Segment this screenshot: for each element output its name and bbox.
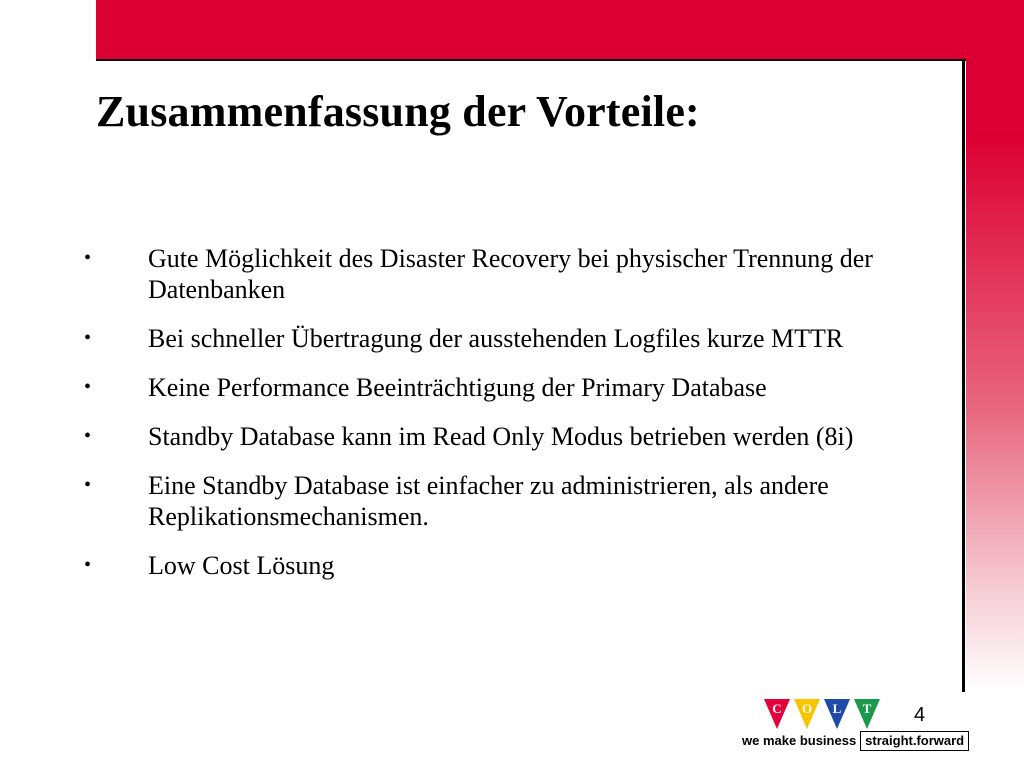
colt-logo <box>740 699 965 751</box>
bullet-item <box>84 470 954 532</box>
bullet-item <box>84 421 954 452</box>
bullet-item <box>84 323 954 354</box>
bullet-item <box>84 372 954 403</box>
bullet-dot-icon: • <box>84 425 92 447</box>
tagline-right: straight.forward <box>860 731 969 751</box>
bullet-dot-icon: • <box>84 554 92 576</box>
bullet-text: Gute Möglichkeit des Disaster Recovery bei physischer Trennung der Datenbanken <box>148 244 873 304</box>
bullet-text: Standby Database kann im Read Only Modus betrieben werden (8i) <box>148 422 854 451</box>
top-rule <box>96 59 966 61</box>
bullet-text: Low Cost Lösung <box>148 551 335 580</box>
top-accent-bar <box>96 0 1024 60</box>
logo-letter: O <box>801 701 813 716</box>
slide-title: Zusammenfassung der Vorteile: <box>96 87 700 136</box>
logo-tagline <box>740 731 969 751</box>
tagline-left: we make business <box>742 733 857 748</box>
bullet-item <box>84 243 954 305</box>
logo-letter: L <box>832 701 842 716</box>
bullet-dot-icon: • <box>84 474 92 496</box>
bullet-item <box>84 550 954 581</box>
bullet-list <box>84 243 954 599</box>
page-number: 4 <box>914 704 926 726</box>
colt-triangles-icon <box>764 699 884 731</box>
bullet-text: Keine Performance Beeinträchtigung der Primary Database <box>148 373 767 402</box>
right-gradient-bar <box>966 60 1024 692</box>
bullet-text: Bei schneller Übertragung der ausstehenden Logfiles kurze MTTR <box>148 324 844 353</box>
bullet-text: Eine Standby Database ist einfacher zu administrieren, als andere Replikationsmechanismen. <box>148 471 829 531</box>
bullet-dot-icon: • <box>84 376 92 398</box>
logo-letter: T <box>862 701 872 716</box>
bullet-dot-icon: • <box>84 327 92 349</box>
logo-letter: C <box>772 701 782 716</box>
right-rule <box>962 60 965 692</box>
bullet-dot-icon: • <box>84 247 92 269</box>
